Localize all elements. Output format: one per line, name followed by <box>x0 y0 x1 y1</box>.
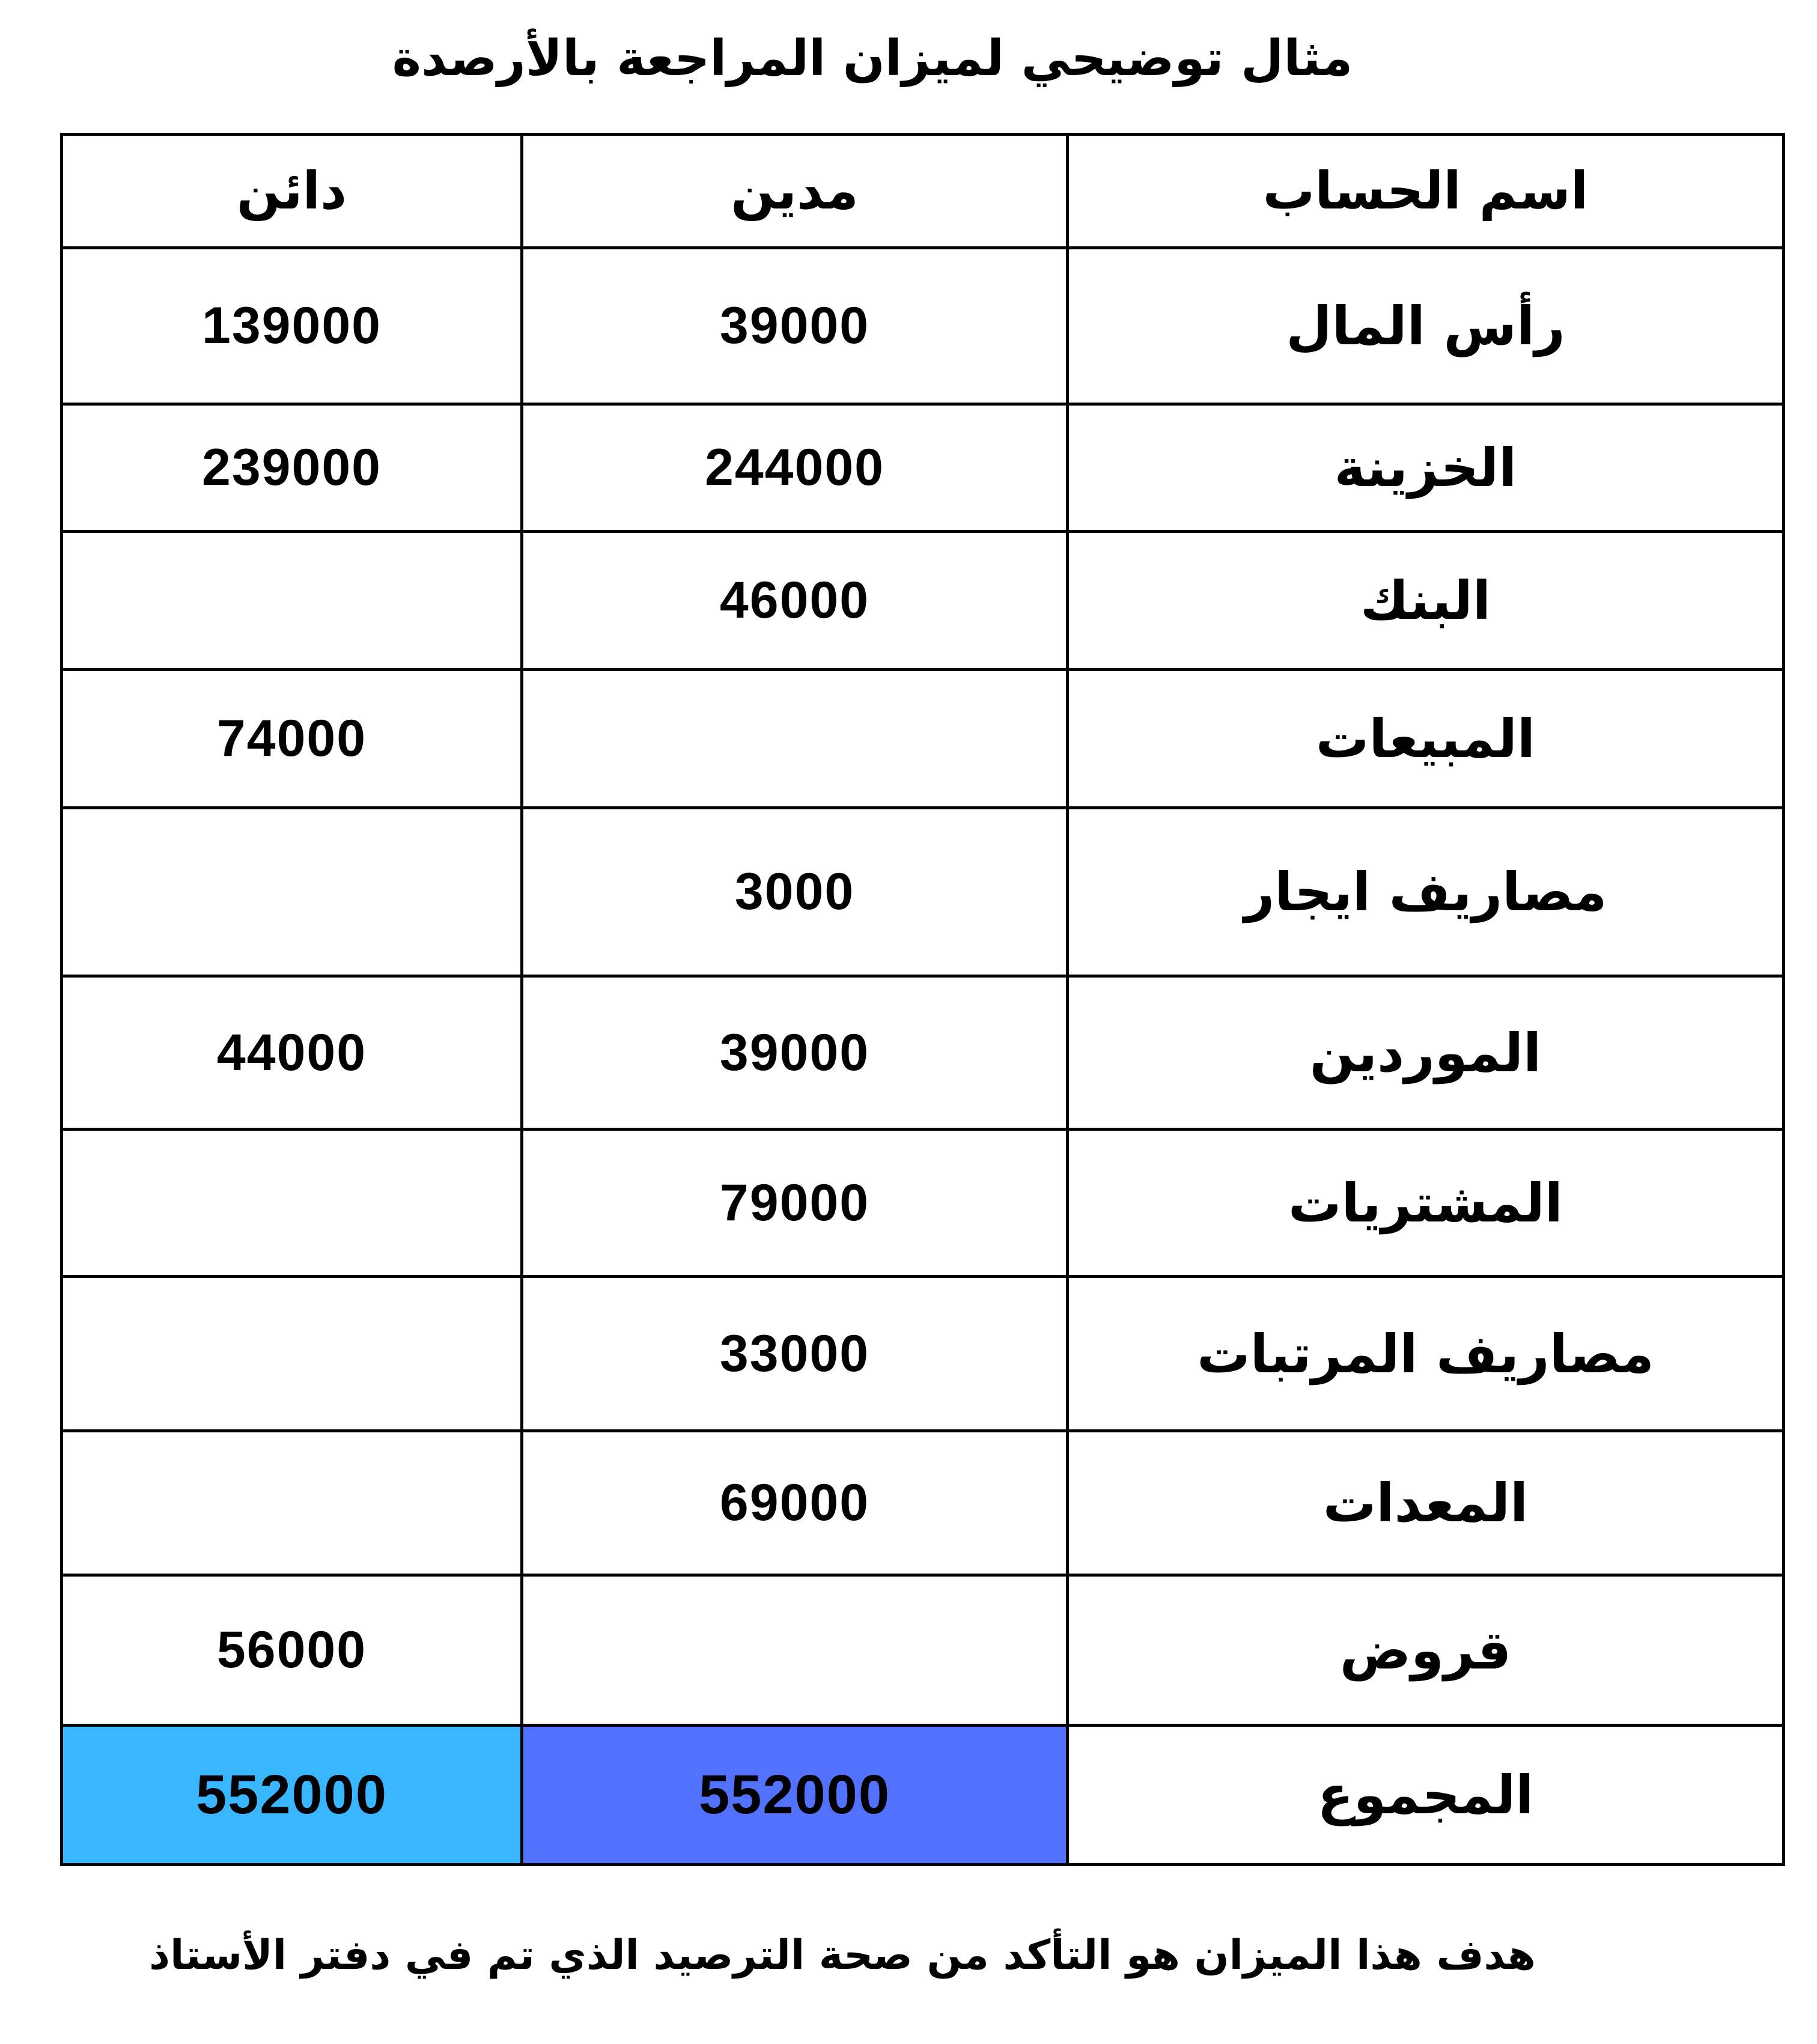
header-account-name: اسم الحساب <box>1068 135 1784 248</box>
credit-cell <box>62 1431 522 1575</box>
account-name-cell: مصاريف ايجار <box>1068 808 1784 976</box>
page-title: مثال توضيحي لميزان المراجعة بالأرصدة <box>392 30 1353 87</box>
account-name-cell: البنك <box>1068 532 1784 670</box>
debit-cell: 39000 <box>522 976 1068 1130</box>
table-row <box>62 808 1784 976</box>
table-row <box>62 532 1784 670</box>
credit-cell <box>62 1277 522 1431</box>
debit-cell: 244000 <box>522 404 1068 532</box>
table-row <box>62 1575 1784 1726</box>
debit-cell <box>522 1575 1068 1726</box>
credit-cell: 44000 <box>62 976 522 1130</box>
credit-cell <box>62 1130 522 1277</box>
debit-cell: 69000 <box>522 1431 1068 1575</box>
credit-cell <box>62 808 522 976</box>
header-credit: دائن <box>62 135 522 248</box>
debit-cell: 39000 <box>522 248 1068 404</box>
account-name-cell: المبيعات <box>1068 670 1784 808</box>
trial-balance-table <box>60 133 1785 1866</box>
account-name-cell: المشتريات <box>1068 1130 1784 1277</box>
credit-cell: 239000 <box>62 404 522 532</box>
debit-total-cell: 552000 <box>522 1726 1068 1865</box>
table-row <box>62 1431 1784 1575</box>
table-row <box>62 1130 1784 1277</box>
total-row <box>62 1726 1784 1865</box>
footer-note: هدف هذا الميزان هو التأكد من صحة الترصيد الذي تم في دفتر الأستاذ <box>149 1932 1536 1979</box>
account-name-cell: قروض <box>1068 1575 1784 1726</box>
header-debit: مدين <box>522 135 1068 248</box>
table-row <box>62 1277 1784 1431</box>
table-row <box>62 248 1784 404</box>
credit-cell: 74000 <box>62 670 522 808</box>
table-row <box>62 404 1784 532</box>
debit-cell: 3000 <box>522 808 1068 976</box>
account-name-cell: الخزينة <box>1068 404 1784 532</box>
credit-cell <box>62 532 522 670</box>
account-name-cell: رأس المال <box>1068 248 1784 404</box>
debit-cell: 33000 <box>522 1277 1068 1431</box>
table-header-row <box>62 135 1784 248</box>
debit-cell: 46000 <box>522 532 1068 670</box>
account-name-cell: مصاريف المرتبات <box>1068 1277 1784 1431</box>
debit-cell <box>522 670 1068 808</box>
account-name-cell: الموردين <box>1068 976 1784 1130</box>
table-row <box>62 976 1784 1130</box>
total-label-cell: المجموع <box>1068 1726 1784 1865</box>
account-name-cell: المعدات <box>1068 1431 1784 1575</box>
debit-cell: 79000 <box>522 1130 1068 1277</box>
table-row <box>62 670 1784 808</box>
credit-cell: 56000 <box>62 1575 522 1726</box>
credit-cell: 139000 <box>62 248 522 404</box>
credit-total-cell: 552000 <box>62 1726 522 1865</box>
